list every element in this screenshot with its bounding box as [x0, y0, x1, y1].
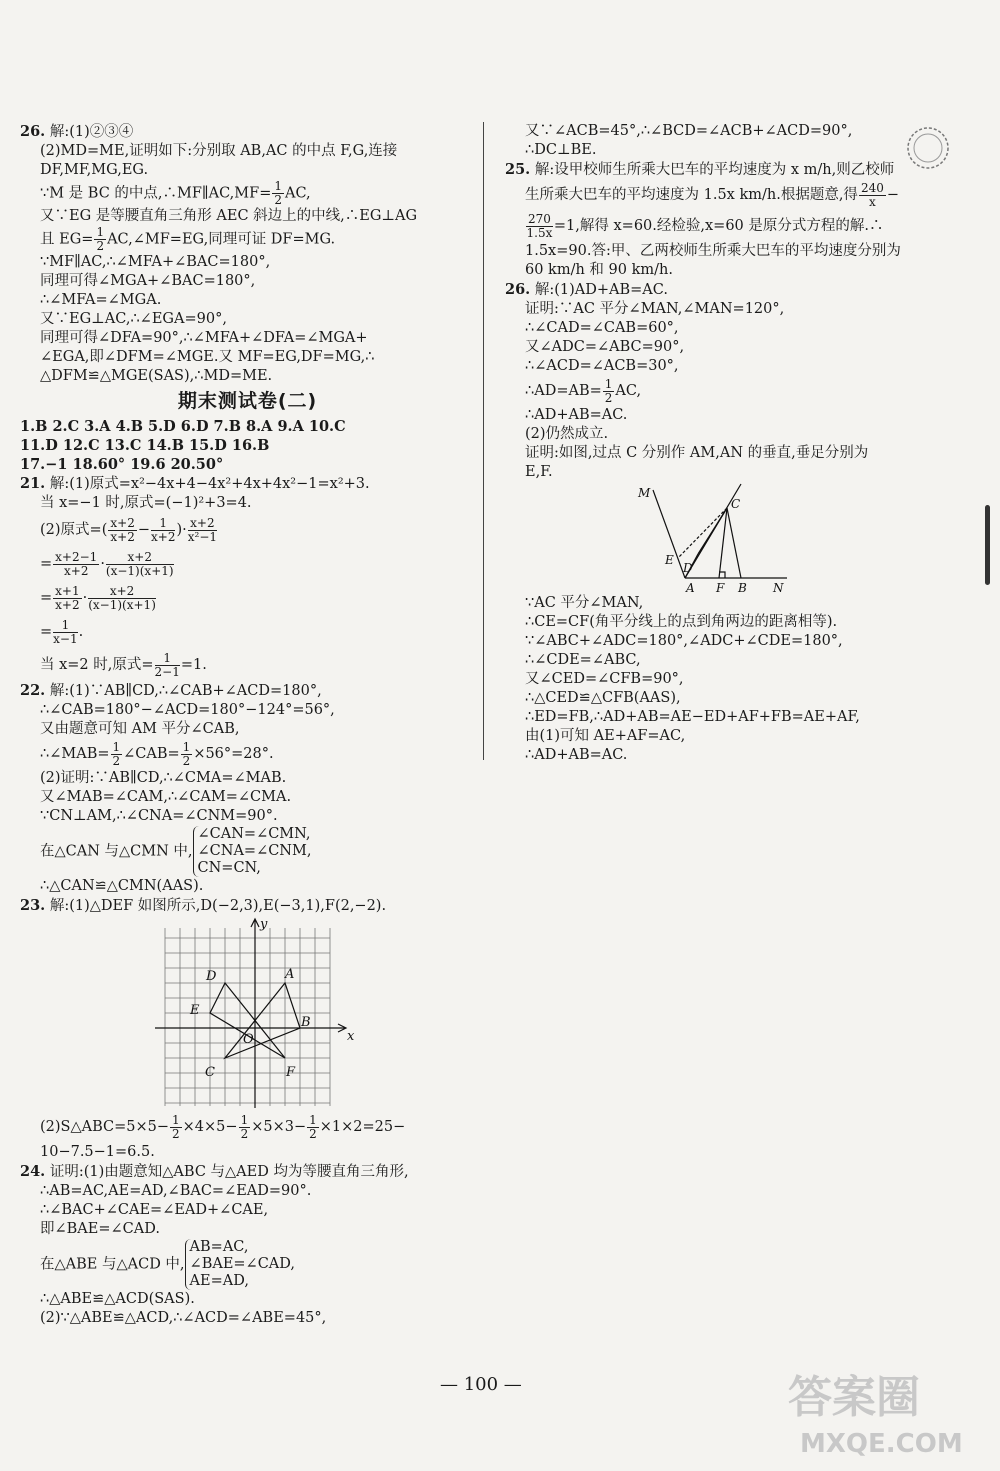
point-label-e: E — [665, 553, 674, 567]
text-line: ∵CN⊥AM,∴∠CNA=∠CNM=90°. — [40, 808, 278, 824]
text-line: ∠EGA,即∠DFM=∠MGE.又 MF=EG,DF=MG,∴ — [40, 349, 375, 365]
fraction: $\frac{1}{2}$ — [240, 1112, 249, 1141]
text-line: ∴∠ACD=∠ACB=30°, — [525, 358, 679, 374]
question-number: 22. — [20, 682, 46, 699]
fraction: $\frac{1}{2}$ — [112, 739, 121, 768]
point-label-d: D — [683, 561, 693, 575]
text-span: ∴∠MAB= — [40, 746, 110, 762]
fraction: $\frac{1}{2}$ — [274, 179, 282, 207]
text-span: AC, — [615, 383, 642, 399]
text-line: ∵AC 平分∠MAN, — [525, 595, 644, 611]
point-label-d: D — [206, 969, 217, 984]
fraction: $\frac{x+2}{(x-1)(x+1)}$ — [105, 549, 174, 578]
text-span: 解:(1)原式=x²−4x+4−4x²+4x+4x²−1=x²+3. — [49, 476, 370, 492]
text-line: = $\frac{x+2-1}{x+2}$ · $\frac{x+2}{(x-1)(x+1)}$ — [40, 549, 174, 578]
angle-bisector-figure — [505, 482, 973, 594]
text-line: (2)S△ABC=5×5− $\frac{1}{2}$ ×4×5− $\frac{1}{2}$ ×5×3− $\frac{1}{2}$ ×1×2=25− — [40, 1112, 406, 1141]
text-line: ∵∠ABC+∠ADC=180°,∠ADC+∠CDE=180°, — [525, 633, 843, 649]
question-number: 26. — [20, 123, 46, 140]
text-line: = $\frac{1}{x-1}$ . — [40, 617, 84, 646]
text-line: 证明:∵AC 平分∠MAN,∠MAN=120°, — [525, 301, 785, 317]
text-line: 又∵∠ACB=45°,∴∠BCD=∠ACB+∠ACD=90°, — [525, 123, 853, 139]
text-line: 10−7.5−1=6.5. — [40, 1144, 155, 1160]
text-line: 又∠ADC=∠ABC=90°, — [525, 339, 685, 355]
fraction: $\frac{240}{x}$ — [860, 180, 884, 209]
text-line: (2)∵△ABE≌△ACD,∴∠ACD=∠ABE=45°, — [40, 1310, 327, 1326]
text-line: (2)原式=( $\frac{x+2}{x+2}$ − $\frac{1}{x+2}$ )· $\frac{x+2}{\text{x²−1}}$ — [40, 515, 218, 544]
text-span: ∴AD=AB= — [525, 383, 602, 399]
text-line: 同理可得∠DFA=90°,∴∠MFA+∠DFA=∠MGA+ — [40, 330, 368, 346]
point-label-a: A — [285, 967, 295, 982]
text-line: (2)仍然成立. — [525, 426, 609, 442]
text-span: AC, — [285, 185, 311, 202]
answer-line: 17.−1 18.60° 19.6 20.50° — [20, 456, 224, 473]
fraction: $\frac{1}{2}$ — [182, 739, 191, 768]
text-line — [505, 210, 973, 242]
fraction: $\frac{1}{2}$ — [172, 1112, 180, 1141]
right-column — [505, 122, 973, 765]
triangle-abc — [225, 983, 300, 1058]
text-line: ∴∠CAD=∠CAB=60°, — [525, 320, 679, 336]
point-label-e: E — [190, 1003, 200, 1018]
text-line — [20, 226, 475, 253]
coordinate-grid-figure — [20, 916, 475, 1111]
question-24 — [20, 1162, 475, 1328]
origin-label: O — [243, 1032, 254, 1047]
text-line: (2)证明:∵AB∥CD,∴∠CMA=∠MAB. — [40, 770, 287, 786]
text-line — [20, 1239, 475, 1290]
watermark-logo-icon — [780, 1360, 990, 1460]
text-line: E,F. — [525, 464, 553, 480]
text-line: 同理可得∠MGA+∠BAC=180°, — [40, 273, 256, 289]
text-line: 又∵EG⊥AC,∴∠EGA=90°, — [40, 311, 227, 327]
text-line: 又由题意可知 AM 平分∠CAB, — [40, 721, 240, 737]
text-line: 又∠MAB=∠CAM,∴∠CAM=∠CMA. — [40, 789, 292, 805]
text-line: ∴△CAN≌△CMN(AAS). — [40, 878, 204, 894]
text-span: ∵M 是 BC 的中点,∴MF∥AC,MF= — [40, 185, 272, 202]
axes — [155, 919, 346, 1108]
text-line: ∴DC⊥BE. — [525, 142, 597, 158]
question-number: 23. — [20, 897, 46, 914]
text-line: ∴△CED≌△CFB(AAS), — [525, 690, 681, 706]
text-span: 解:(1)△DEF 如图所示,D(−2,3),E(−3,1),F(2,−2). — [49, 898, 387, 914]
question-number: 24. — [20, 1163, 46, 1180]
text-line — [20, 826, 475, 877]
text-line: ∴∠MAB= $\frac{1}{2}$ ∠CAB= $\frac{1}{2}$ ×56°=28°. — [40, 739, 274, 768]
axis-label-y: y — [260, 917, 268, 932]
axis-label-x: x — [347, 1029, 355, 1044]
answer-line: 11.D 12.C 13.C 14.B 15.D 16.B — [20, 437, 270, 454]
point-label-c: C — [205, 1065, 215, 1080]
equation-system — [193, 826, 312, 877]
section-title: 期末测试卷(二) — [177, 390, 318, 412]
question-number: 21. — [20, 475, 46, 492]
circular-stamp-icon — [905, 125, 951, 171]
text-span: 证明:(1)由题意知△ABC 与△AED 均为等腰直角三角形, — [49, 1164, 409, 1180]
system-line: AB=AC, — [189, 1239, 249, 1255]
text-line: △DFM≌△MGE(SAS),∴MD=ME. — [40, 368, 273, 384]
answer-key — [20, 417, 475, 474]
text-line: (2)MD=ME,证明如下:分别取 AB,AC 的中点 F,G,连接 — [40, 143, 398, 159]
left-column — [20, 122, 475, 1328]
text-line: 当 x=−1 时,原式=(−1)²+3=4. — [40, 495, 252, 511]
system-line: ∠CNA=∠CNM, — [197, 843, 312, 859]
text-line: 又∵EG 是等腰直角三角形 AEC 斜边上的中线,∴EG⊥AG — [40, 208, 418, 224]
fraction: $\frac{x+2}{x+2}$ — [110, 515, 135, 544]
text-line: ∴∠MFA=∠MGA. — [40, 292, 162, 308]
text-span: =1. — [180, 657, 207, 673]
point-label-c: C — [731, 497, 741, 511]
question-26 — [20, 122, 475, 386]
question-21 — [20, 474, 475, 681]
text-line: 又∠CED=∠CFB=90°, — [525, 671, 684, 687]
question-22 — [20, 681, 475, 896]
point-label-b: B — [738, 581, 747, 594]
text-span: 解:设甲校师生所乘大巴车的平均速度为 x m/h,则乙校师 — [534, 162, 895, 178]
text-line: 解:(1)②③④ — [49, 124, 134, 140]
fraction: $\frac{x+2}{(x-1)(x+1)}$ — [88, 583, 156, 612]
text-span: 在△ABE 与△ACD 中, — [40, 1256, 185, 1273]
text-span: 解:(1)AD+AB=AC. — [534, 282, 668, 298]
text-span: =1,解得 x=60.经检验,x=60 是原分式方程的解.∴ — [553, 218, 884, 234]
text-span: 且 EG= — [40, 231, 94, 248]
text-line: 生所乘大巴车的平均速度为 1.5x km/h.根据题意,得 $\frac{240}{x}$ − — [525, 180, 899, 209]
text-line: ∵MF∥AC,∴∠MFA+∠BAC=180°, — [40, 254, 271, 270]
text-line: ∴AB=AC,AE=AD,∠BAC=∠EAD=90°. — [40, 1183, 312, 1199]
text-span: (2)S△ABC=5×5− — [40, 1119, 170, 1135]
text-line: ∴△ABE≌△ACD(SAS). — [40, 1291, 195, 1307]
fraction: $\frac{1}{x+2}$ — [151, 515, 176, 544]
text-line: ∴AD+AB=AC. — [525, 407, 628, 423]
text-span: 当 x=2 时,原式= — [40, 657, 154, 673]
text-line — [505, 376, 973, 406]
fraction: $\frac{1}{2-1}$ — [154, 650, 180, 679]
watermark-text: 答案圈 — [788, 1372, 920, 1423]
question-26-right — [505, 280, 973, 765]
binding-mark — [985, 505, 990, 585]
question-25 — [505, 160, 973, 280]
text-line: 1.5x=90.答:甲、乙两校师生所乘大巴车的平均速度分别为 — [525, 243, 901, 259]
point-label-f: F — [716, 581, 725, 594]
text-line: 证明:如图,过点 C 分别作 AM,AN 的垂直,垂足分别为 — [525, 445, 869, 461]
fraction: $\frac{x+2}{\text{x²−1}}$ — [187, 515, 218, 544]
text-span: AC,∠MF=EG,同理可证 DF=MG. — [107, 231, 336, 248]
text-line: ∴∠CDE=∠ABC, — [525, 652, 641, 668]
text-line: ∴∠CAB=180°−∠ACD=180°−124°=56°, — [40, 702, 335, 718]
text-line: = $\frac{x+1}{x+2}$ · $\frac{x+2}{(x-1)(x+1)}$ — [40, 583, 156, 612]
point-label-a: A — [686, 581, 695, 594]
text-line: ∴CE=CF(角平分线上的点到角两边的距离相等). — [525, 614, 838, 630]
text-line: ∴AD+AB=AC. — [525, 747, 628, 763]
watermark-url: MXQE.COM — [800, 1429, 963, 1459]
point-label-b: B — [301, 1015, 311, 1030]
question-23 — [20, 896, 475, 1162]
fraction: $\frac{1}{2}$ — [309, 1112, 317, 1141]
text-span: 在△CAN 与△CMN 中, — [40, 843, 193, 860]
page-number: — 100 — — [440, 1374, 522, 1395]
fraction: $\frac{1}{2}$ — [96, 225, 105, 253]
text-span: 解:(1)∵AB∥CD,∴∠CAB+∠ACD=180°, — [49, 683, 322, 699]
fraction: $\frac{270}{1.5x}$ — [526, 211, 553, 240]
point-label-m: M — [638, 486, 651, 500]
text-line — [20, 180, 475, 207]
fraction: $\frac{x+2-1}{x+2}$ — [55, 549, 98, 578]
question-number: 25. — [505, 161, 531, 178]
system-line: AE=AD, — [189, 1273, 249, 1289]
question-number: 26. — [505, 281, 531, 298]
text-line: DF,MF,MG,EG. — [40, 162, 149, 178]
fraction: $\frac{1}{x-1}$ — [53, 617, 78, 646]
fraction: $\frac{1}{2}$ — [604, 376, 613, 405]
point-label-n: N — [773, 581, 784, 594]
text-line: ∴ED=FB,∴AD+AB=AE−ED+AF+FB=AE+AF, — [525, 709, 860, 725]
text-span: (2)原式= — [40, 522, 102, 538]
text-line — [20, 649, 475, 681]
system-line: ∠CAN=∠CMN, — [197, 826, 311, 842]
fraction: $\frac{x+1}{x+2}$ — [55, 583, 80, 612]
text-line: 60 km/h 和 90 km/h. — [525, 262, 673, 278]
system-line: ∠BAE=∠CAD, — [189, 1256, 295, 1272]
point-label-f: F — [286, 1065, 296, 1080]
text-line: 即∠BAE=∠CAD. — [40, 1221, 160, 1237]
column-divider — [483, 122, 484, 760]
text-span: 生所乘大巴车的平均速度为 1.5x km/h.根据题意,得 — [525, 187, 858, 203]
equation-system — [185, 1239, 295, 1290]
system-line: CN=CN, — [197, 860, 261, 876]
text-line: 由(1)可知 AE+AF=AC, — [525, 728, 686, 744]
answer-line: 1.B 2.C 3.A 4.B 5.D 6.D 7.B 8.A 9.A 10.C — [20, 418, 346, 435]
text-line: ∴∠BAC+∠CAE=∠EAD+∠CAE, — [40, 1202, 269, 1218]
